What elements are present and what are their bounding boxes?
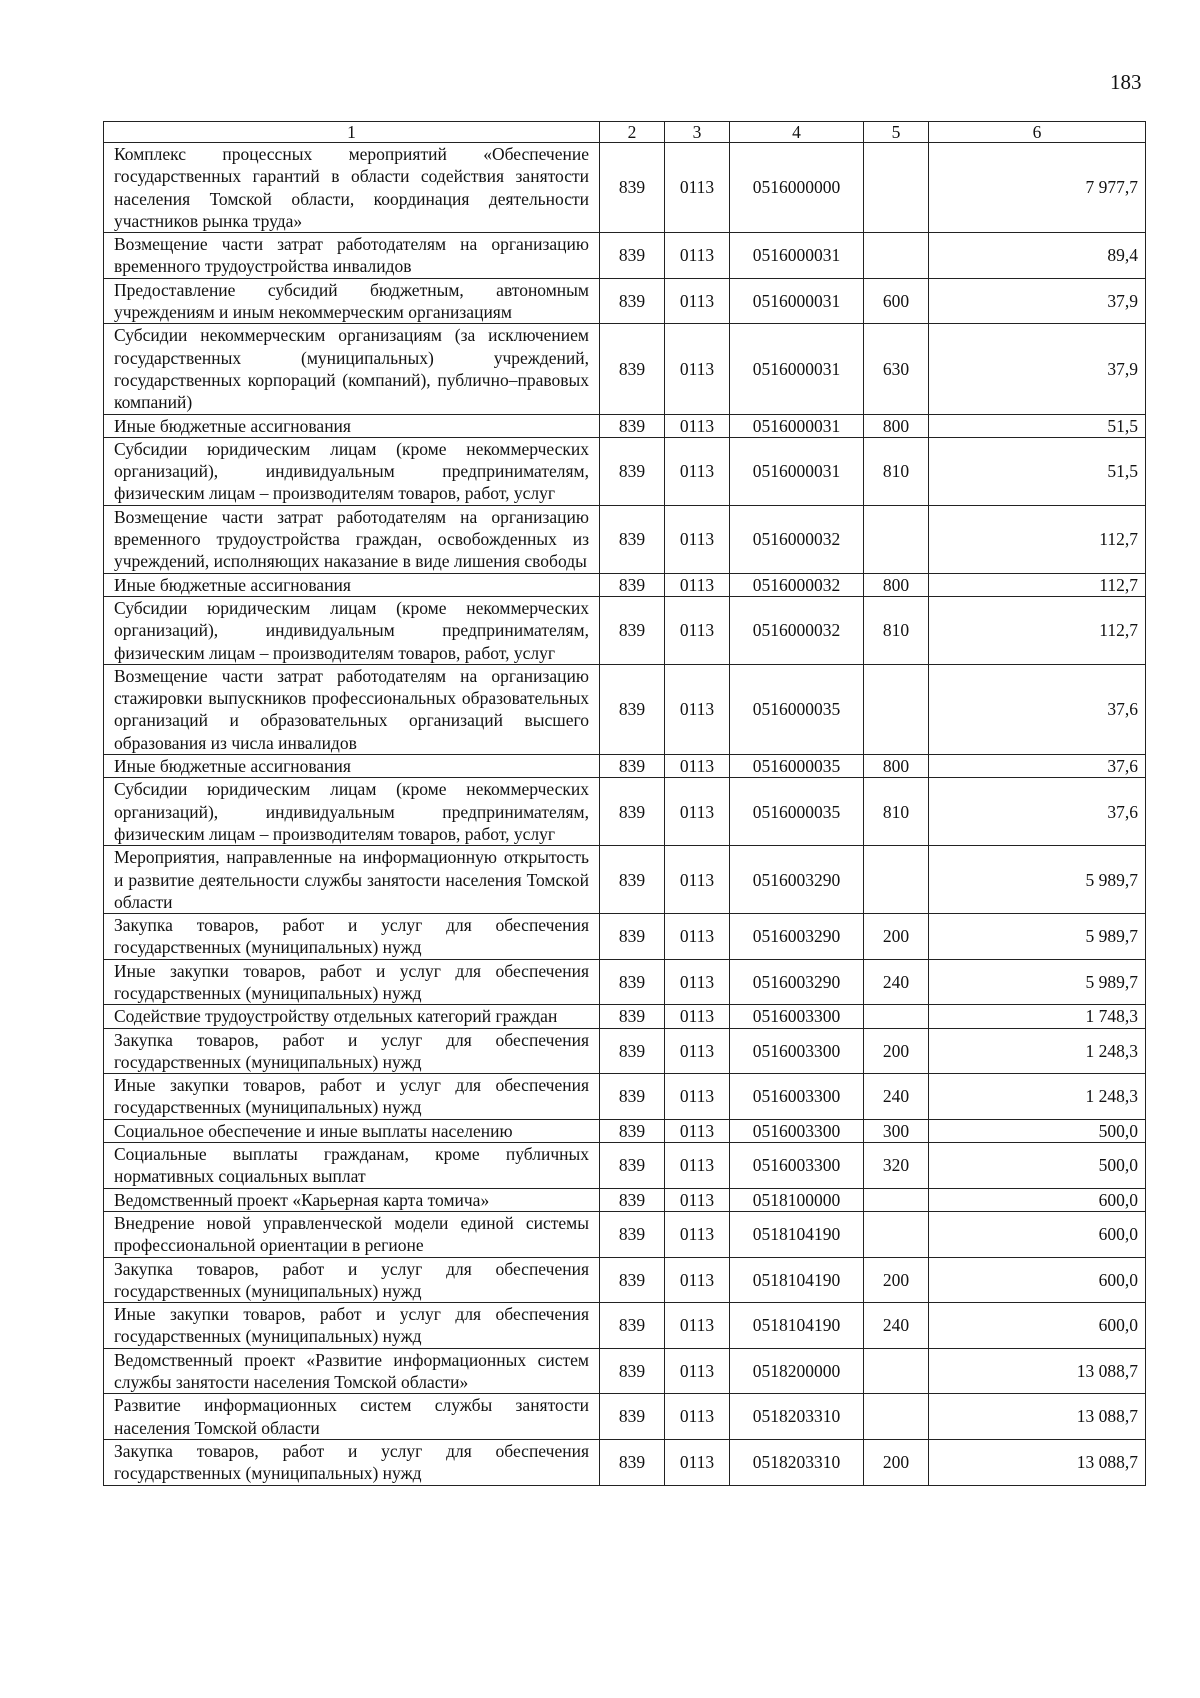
- row-name-cell: Субсидии юридическим лицам (кроме некоммерческих организаций), индивидуальным предпринимателям, физическим лицам – производителям товаров, работ, услуг: [104, 778, 600, 846]
- row-type-cell: 630: [864, 324, 929, 414]
- row-amount-cell: 89,4: [929, 233, 1146, 279]
- row-type-cell: [864, 1188, 929, 1211]
- row-code-cell: 839: [600, 1439, 665, 1485]
- table-row: [104, 1005, 1146, 1028]
- row-amount-cell: 5 989,7: [929, 846, 1146, 914]
- row-name-cell: Социальные выплаты гражданам, кроме публичных нормативных социальных выплат: [104, 1143, 600, 1189]
- row-target-cell: 0516000035: [730, 778, 864, 846]
- row-code-cell: 839: [600, 1188, 665, 1211]
- row-code-cell: 839: [600, 1257, 665, 1303]
- table-row: [104, 755, 1146, 778]
- row-amount-cell: 37,9: [929, 324, 1146, 414]
- row-type-cell: 200: [864, 1439, 929, 1485]
- row-type-cell: 800: [864, 755, 929, 778]
- table-row: [104, 596, 1146, 664]
- row-name-cell: Закупка товаров, работ и услуг для обеспечения государственных (муниципальных) нужд: [104, 1439, 600, 1485]
- row-name-cell: Возмещение части затрат работодателям на организацию временного трудоустройства инвалидов: [104, 233, 600, 279]
- row-target-cell: 0516003300: [730, 1005, 864, 1028]
- table-row: [104, 437, 1146, 505]
- table-row: [104, 278, 1146, 324]
- row-target-cell: 0516000000: [730, 143, 864, 233]
- row-name-cell: Иные закупки товаров, работ и услуг для обеспечения государственных (муниципальных) нужд: [104, 1074, 600, 1120]
- row-name-cell: Возмещение части затрат работодателям на организацию стажировки выпускников профессиональных образовательных организаций и образовательных организаций высшего образования из числа инвалидов: [104, 664, 600, 754]
- row-type-cell: 800: [864, 414, 929, 437]
- row-section-cell: 0113: [665, 1439, 730, 1485]
- table-row: [104, 1119, 1146, 1142]
- row-target-cell: 0516000035: [730, 664, 864, 754]
- row-code-cell: 839: [600, 1028, 665, 1074]
- table-row: [104, 846, 1146, 914]
- table-row: [104, 143, 1146, 233]
- budget-table: [103, 121, 1146, 1486]
- table-row: [104, 1143, 1146, 1189]
- row-target-cell: 0516003300: [730, 1074, 864, 1120]
- row-code-cell: 839: [600, 664, 665, 754]
- table-row: [104, 414, 1146, 437]
- table-row: [104, 505, 1146, 573]
- header-cell: 6: [929, 122, 1146, 143]
- row-section-cell: 0113: [665, 1211, 730, 1257]
- row-type-cell: [864, 1211, 929, 1257]
- row-name-cell: Субсидии юридическим лицам (кроме некоммерческих организаций), индивидуальным предпринимателям, физическим лицам – производителям товаров, работ, услуг: [104, 596, 600, 664]
- table-row: [104, 1074, 1146, 1120]
- table-row: [104, 1211, 1146, 1257]
- row-section-cell: 0113: [665, 505, 730, 573]
- row-amount-cell: 5 989,7: [929, 959, 1146, 1005]
- table-row: [104, 1394, 1146, 1440]
- row-section-cell: 0113: [665, 1303, 730, 1349]
- row-name-cell: Комплекс процессных мероприятий «Обеспечение государственных гарантий в области содействия занятости населения Томской области, координация деятельности участников рынка труда»: [104, 143, 600, 233]
- row-amount-cell: 37,6: [929, 778, 1146, 846]
- row-name-cell: Иные закупки товаров, работ и услуг для обеспечения государственных (муниципальных) нужд: [104, 959, 600, 1005]
- row-type-cell: [864, 846, 929, 914]
- row-name-cell: Ведомственный проект «Карьерная карта томича»: [104, 1188, 600, 1211]
- row-type-cell: 240: [864, 1303, 929, 1349]
- row-section-cell: 0113: [665, 1348, 730, 1394]
- row-code-cell: 839: [600, 1119, 665, 1142]
- row-name-cell: Внедрение новой управленческой модели единой системы профессиональной ориентации в регионе: [104, 1211, 600, 1257]
- table-row: [104, 233, 1146, 279]
- row-amount-cell: 51,5: [929, 437, 1146, 505]
- row-code-cell: 839: [600, 573, 665, 596]
- row-amount-cell: 37,6: [929, 755, 1146, 778]
- row-code-cell: 839: [600, 1143, 665, 1189]
- row-amount-cell: 500,0: [929, 1143, 1146, 1189]
- row-type-cell: 800: [864, 573, 929, 596]
- row-name-cell: Иные бюджетные ассигнования: [104, 573, 600, 596]
- row-section-cell: 0113: [665, 959, 730, 1005]
- header-cell: 1: [104, 122, 600, 143]
- row-code-cell: 839: [600, 1348, 665, 1394]
- table-row: [104, 1257, 1146, 1303]
- row-name-cell: Закупка товаров, работ и услуг для обеспечения государственных (муниципальных) нужд: [104, 914, 600, 960]
- row-section-cell: 0113: [665, 1028, 730, 1074]
- row-type-cell: [864, 1005, 929, 1028]
- row-target-cell: 0516000032: [730, 596, 864, 664]
- row-type-cell: [864, 233, 929, 279]
- row-section-cell: 0113: [665, 573, 730, 596]
- row-target-cell: 0518104190: [730, 1211, 864, 1257]
- row-target-cell: 0516000032: [730, 505, 864, 573]
- table-row: [104, 1439, 1146, 1485]
- row-type-cell: 810: [864, 778, 929, 846]
- row-name-cell: Предоставление субсидий бюджетным, автономным учреждениям и иным некоммерческим организациям: [104, 278, 600, 324]
- row-amount-cell: 112,7: [929, 505, 1146, 573]
- row-target-cell: 0516000031: [730, 233, 864, 279]
- table-row: [104, 914, 1146, 960]
- row-amount-cell: 600,0: [929, 1211, 1146, 1257]
- row-amount-cell: 7 977,7: [929, 143, 1146, 233]
- header-cell: 2: [600, 122, 665, 143]
- row-amount-cell: 13 088,7: [929, 1439, 1146, 1485]
- table-header-row: [104, 122, 1146, 143]
- row-type-cell: 600: [864, 278, 929, 324]
- row-section-cell: 0113: [665, 914, 730, 960]
- row-target-cell: 0516003300: [730, 1143, 864, 1189]
- row-type-cell: [864, 1348, 929, 1394]
- row-code-cell: 839: [600, 143, 665, 233]
- row-target-cell: 0518104190: [730, 1303, 864, 1349]
- row-target-cell: 0516000032: [730, 573, 864, 596]
- row-name-cell: Социальное обеспечение и иные выплаты населению: [104, 1119, 600, 1142]
- row-section-cell: 0113: [665, 414, 730, 437]
- row-section-cell: 0113: [665, 1119, 730, 1142]
- row-name-cell: Иные закупки товаров, работ и услуг для обеспечения государственных (муниципальных) нужд: [104, 1303, 600, 1349]
- row-target-cell: 0516003290: [730, 959, 864, 1005]
- table-row: [104, 324, 1146, 414]
- header-cell: 4: [730, 122, 864, 143]
- row-name-cell: Иные бюджетные ассигнования: [104, 414, 600, 437]
- row-type-cell: 240: [864, 1074, 929, 1120]
- row-type-cell: 810: [864, 596, 929, 664]
- row-amount-cell: 1 248,3: [929, 1028, 1146, 1074]
- row-code-cell: 839: [600, 278, 665, 324]
- row-code-cell: 839: [600, 596, 665, 664]
- row-target-cell: 0516000035: [730, 755, 864, 778]
- header-cell: 3: [665, 122, 730, 143]
- row-target-cell: 0516003300: [730, 1119, 864, 1142]
- row-section-cell: 0113: [665, 143, 730, 233]
- row-code-cell: 839: [600, 1303, 665, 1349]
- row-section-cell: 0113: [665, 846, 730, 914]
- row-amount-cell: 1 248,3: [929, 1074, 1146, 1120]
- page-number: 183: [1110, 70, 1142, 94]
- row-type-cell: 200: [864, 914, 929, 960]
- row-amount-cell: 51,5: [929, 414, 1146, 437]
- row-target-cell: 0516003300: [730, 1028, 864, 1074]
- row-code-cell: 839: [600, 414, 665, 437]
- row-target-cell: 0518200000: [730, 1348, 864, 1394]
- row-section-cell: 0113: [665, 278, 730, 324]
- table-row: [104, 1028, 1146, 1074]
- table-row: [104, 1188, 1146, 1211]
- row-code-cell: 839: [600, 324, 665, 414]
- row-section-cell: 0113: [665, 1074, 730, 1120]
- row-code-cell: 839: [600, 1074, 665, 1120]
- row-type-cell: 810: [864, 437, 929, 505]
- row-target-cell: 0518203310: [730, 1394, 864, 1440]
- row-code-cell: 839: [600, 1394, 665, 1440]
- row-name-cell: Возмещение части затрат работодателям на организацию временного трудоустройства граждан, освобожденных из учреждений, исполняющих наказание в виде лишения свободы: [104, 505, 600, 573]
- row-target-cell: 0516003290: [730, 914, 864, 960]
- row-section-cell: 0113: [665, 437, 730, 505]
- header-cell: 5: [864, 122, 929, 143]
- row-amount-cell: 600,0: [929, 1303, 1146, 1349]
- row-section-cell: 0113: [665, 778, 730, 846]
- row-name-cell: Субсидии юридическим лицам (кроме некоммерческих организаций), индивидуальным предпринимателям, физическим лицам – производителям товаров, работ, услуг: [104, 437, 600, 505]
- row-section-cell: 0113: [665, 1257, 730, 1303]
- row-type-cell: 300: [864, 1119, 929, 1142]
- table-row: [104, 1303, 1146, 1349]
- row-code-cell: 839: [600, 778, 665, 846]
- row-name-cell: Субсидии некоммерческим организациям (за исключением государственных (муниципальных) учреждений, государственных корпораций (компаний), публично–правовых компаний): [104, 324, 600, 414]
- table-row: [104, 664, 1146, 754]
- row-target-cell: 0518203310: [730, 1439, 864, 1485]
- row-amount-cell: 1 748,3: [929, 1005, 1146, 1028]
- row-code-cell: 839: [600, 755, 665, 778]
- row-section-cell: 0113: [665, 1188, 730, 1211]
- row-target-cell: 0516000031: [730, 414, 864, 437]
- row-type-cell: [864, 1394, 929, 1440]
- row-name-cell: Развитие информационных систем службы занятости населения Томской области: [104, 1394, 600, 1440]
- row-amount-cell: 600,0: [929, 1188, 1146, 1211]
- row-section-cell: 0113: [665, 233, 730, 279]
- row-amount-cell: 112,7: [929, 596, 1146, 664]
- row-target-cell: 0518104190: [730, 1257, 864, 1303]
- table-row: [104, 959, 1146, 1005]
- row-target-cell: 0516003290: [730, 846, 864, 914]
- row-name-cell: Закупка товаров, работ и услуг для обеспечения государственных (муниципальных) нужд: [104, 1257, 600, 1303]
- row-name-cell: Ведомственный проект «Развитие информационных систем службы занятости населения Томской области»: [104, 1348, 600, 1394]
- table-row: [104, 573, 1146, 596]
- row-type-cell: 320: [864, 1143, 929, 1189]
- row-amount-cell: 112,7: [929, 573, 1146, 596]
- row-section-cell: 0113: [665, 664, 730, 754]
- row-type-cell: [864, 664, 929, 754]
- row-target-cell: 0516000031: [730, 437, 864, 505]
- row-amount-cell: 37,9: [929, 278, 1146, 324]
- table-row: [104, 778, 1146, 846]
- row-amount-cell: 5 989,7: [929, 914, 1146, 960]
- row-code-cell: 839: [600, 846, 665, 914]
- row-type-cell: 240: [864, 959, 929, 1005]
- row-name-cell: Закупка товаров, работ и услуг для обеспечения государственных (муниципальных) нужд: [104, 1028, 600, 1074]
- row-name-cell: Содействие трудоустройству отдельных категорий граждан: [104, 1005, 600, 1028]
- row-target-cell: 0516000031: [730, 324, 864, 414]
- row-section-cell: 0113: [665, 755, 730, 778]
- row-section-cell: 0113: [665, 1143, 730, 1189]
- row-amount-cell: 600,0: [929, 1257, 1146, 1303]
- row-name-cell: Мероприятия, направленные на информационную открытость и развитие деятельности службы занятости населения Томской области: [104, 846, 600, 914]
- row-target-cell: 0518100000: [730, 1188, 864, 1211]
- row-code-cell: 839: [600, 1211, 665, 1257]
- row-amount-cell: 13 088,7: [929, 1394, 1146, 1440]
- row-section-cell: 0113: [665, 1394, 730, 1440]
- row-amount-cell: 500,0: [929, 1119, 1146, 1142]
- row-code-cell: 839: [600, 437, 665, 505]
- row-type-cell: [864, 505, 929, 573]
- row-code-cell: 839: [600, 959, 665, 1005]
- row-section-cell: 0113: [665, 596, 730, 664]
- row-type-cell: 200: [864, 1028, 929, 1074]
- row-code-cell: 839: [600, 914, 665, 960]
- row-type-cell: 200: [864, 1257, 929, 1303]
- row-target-cell: 0516000031: [730, 278, 864, 324]
- row-amount-cell: 37,6: [929, 664, 1146, 754]
- row-type-cell: [864, 143, 929, 233]
- row-code-cell: 839: [600, 233, 665, 279]
- row-name-cell: Иные бюджетные ассигнования: [104, 755, 600, 778]
- row-section-cell: 0113: [665, 324, 730, 414]
- row-code-cell: 839: [600, 505, 665, 573]
- row-section-cell: 0113: [665, 1005, 730, 1028]
- table-row: [104, 1348, 1146, 1394]
- row-amount-cell: 13 088,7: [929, 1348, 1146, 1394]
- row-code-cell: 839: [600, 1005, 665, 1028]
